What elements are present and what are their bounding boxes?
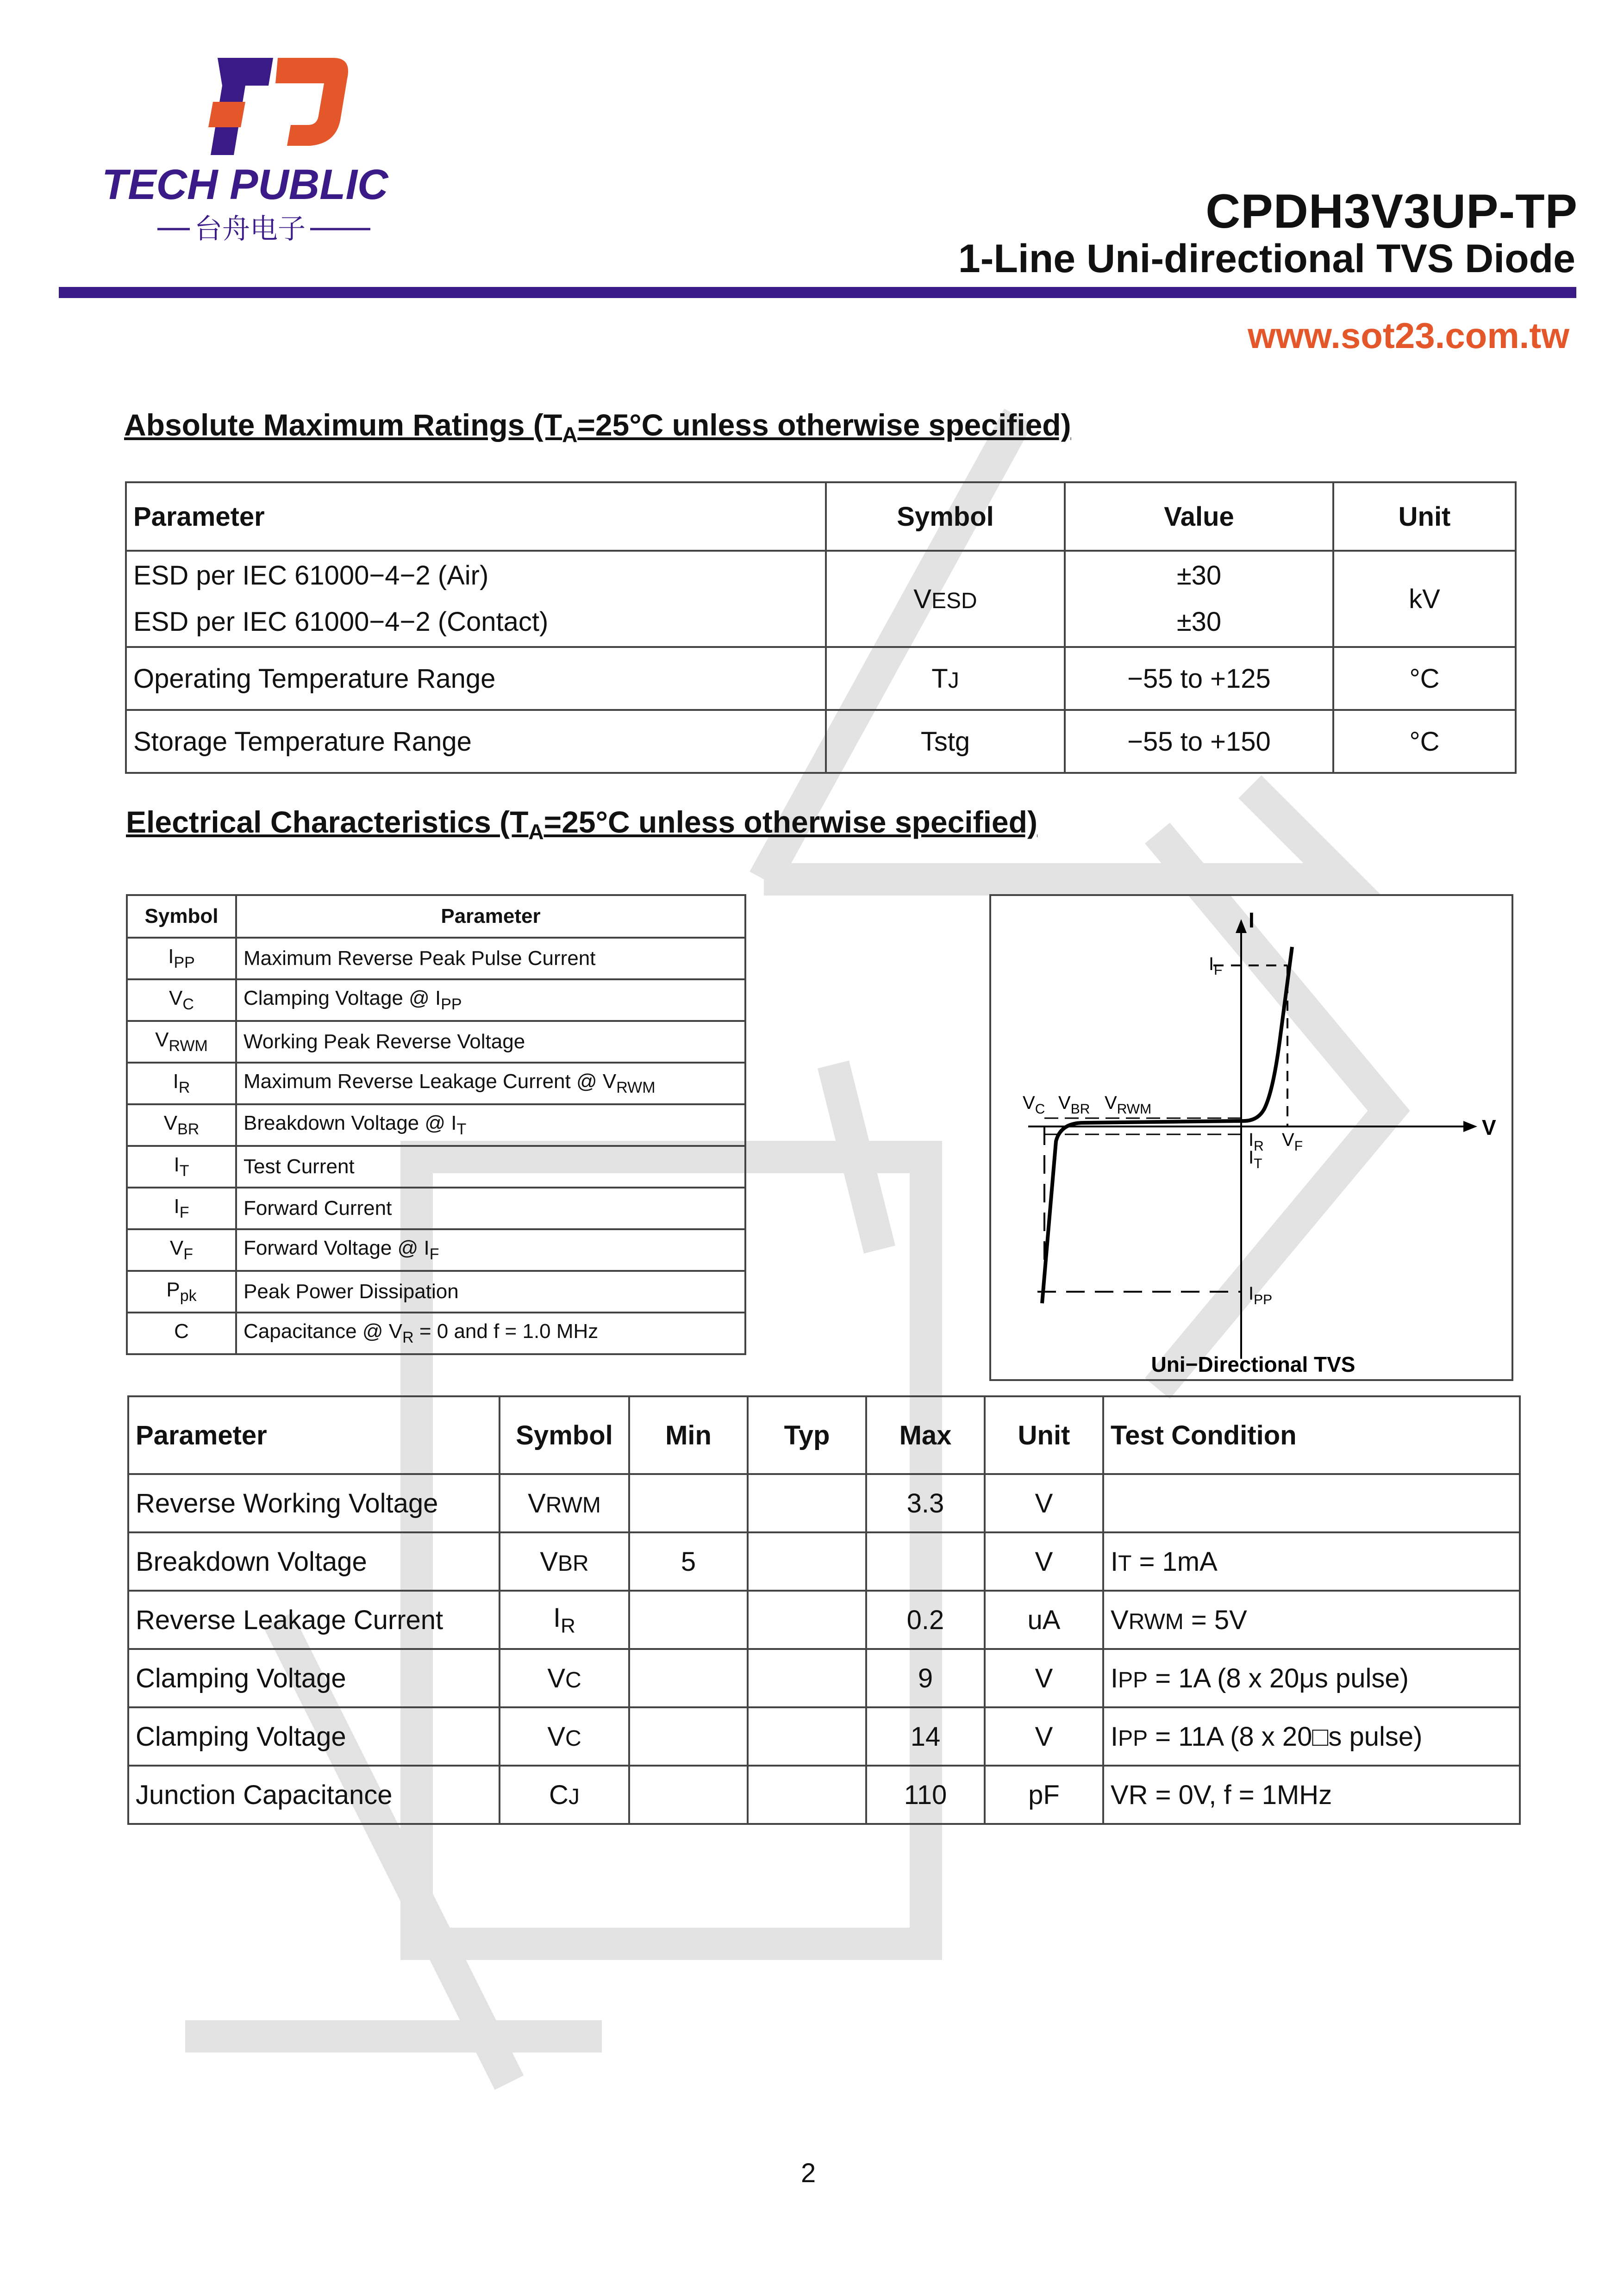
cell-typ: [748, 1766, 866, 1824]
cell-parameter: Clamping Voltage: [128, 1649, 500, 1707]
cell-value: −55 to +150: [1065, 710, 1333, 773]
cell-symbol: VBR: [500, 1532, 629, 1591]
cell-parameter: ESD per IEC 61000−4−2 (Contact): [133, 607, 549, 637]
col-unit: Unit: [1333, 482, 1516, 551]
v-axis-arrow: [1463, 1121, 1477, 1132]
cell-condition: [1103, 1474, 1520, 1532]
col-typ: Typ: [748, 1396, 866, 1474]
cell-value: ±30: [1176, 607, 1222, 637]
cell-symbol: Tstg: [826, 710, 1065, 773]
cell-symbol: VC: [500, 1707, 629, 1766]
cell-condition: IT = 1mA: [1103, 1532, 1520, 1591]
table-row: $V_{BR}$ Breakdown Voltage @ $I_T$: [127, 1104, 745, 1146]
cell-symbol: VESD: [826, 551, 1065, 647]
table-row: [126, 710, 1516, 773]
table-row: $V_{RWM}$ Working Peak Reverse Voltage: [127, 1021, 745, 1063]
col-parameter: Parameter: [126, 482, 826, 551]
cell-symbol: VC: [500, 1649, 629, 1707]
label-vbr: $V_{BR}$: [1058, 1093, 1090, 1117]
label-if: $I_F$: [1209, 954, 1223, 978]
cell-parameter: Clamping Voltage: [128, 1707, 500, 1766]
table-row: $V_C$ Clamping Voltage @ $I_{PP}$: [127, 979, 745, 1021]
logo-text: TECH PUBLIC: [102, 161, 388, 208]
iv-curve: [1042, 947, 1292, 1303]
cell-parameter: Junction Capacitance: [128, 1766, 500, 1824]
cell-unit: kV: [1333, 551, 1516, 647]
elec-char-title: Electrical Characteristics ($T_A=25^\circ C$ unless otherwise specified): [126, 805, 1037, 844]
cell-condition: IPP = 11A (8 x 20□s pulse): [1103, 1707, 1520, 1766]
label-it: $I_T$: [1249, 1147, 1262, 1171]
cell-min: 5: [629, 1532, 748, 1591]
col-parameter: Parameter: [236, 895, 745, 938]
cell-max: 9: [866, 1649, 985, 1707]
table-row: $I_T$ Test Current: [127, 1146, 745, 1188]
col-unit: Unit: [985, 1396, 1103, 1474]
table-header-row: [127, 895, 745, 938]
table-header-row: [128, 1396, 1520, 1474]
cell-symbol: TJ: [826, 647, 1065, 710]
table-row: [126, 647, 1516, 710]
part-number: CPDH3V3UP-TP: [1206, 185, 1578, 238]
axis-i-label: I: [1249, 908, 1255, 932]
cell-unit: °C: [1333, 710, 1516, 773]
cell-max: 14: [866, 1707, 985, 1766]
col-parameter: Parameter: [128, 1396, 500, 1474]
cell-typ: [748, 1591, 866, 1649]
cell-symbol: $I_R$: [500, 1591, 629, 1649]
cell-unit: uA: [985, 1591, 1103, 1649]
col-min: Min: [629, 1396, 748, 1474]
diagram-caption: Uni−Directional TVS: [1151, 1352, 1355, 1376]
cell-parameter: Operating Temperature Range: [126, 647, 826, 710]
cell-unit: °C: [1333, 647, 1516, 710]
table-row: [128, 1532, 1520, 1591]
cell-unit: V: [985, 1649, 1103, 1707]
cell-typ: [748, 1649, 866, 1707]
col-value: Value: [1065, 482, 1333, 551]
table-row: C Capacitance @ $V_R = 0$ and f = 1.0 MHz: [127, 1313, 745, 1354]
cell-parameter: Storage Temperature Range: [126, 710, 826, 773]
col-symbol: Symbol: [127, 895, 236, 938]
cell-symbol: CJ: [500, 1766, 629, 1824]
table-header-row: [126, 482, 1516, 551]
table-row: [128, 1591, 1520, 1649]
cell-max: 3.3: [866, 1474, 985, 1532]
col-max: Max: [866, 1396, 985, 1474]
label-vf: $V_F$: [1282, 1130, 1303, 1154]
header-rule: [59, 287, 1576, 298]
label-ipp: $I_{PP}$: [1249, 1283, 1273, 1307]
cell-max: [866, 1532, 985, 1591]
table-row: $V_F$ Forward Voltage @ $I_F$: [127, 1229, 745, 1271]
cell-typ: [748, 1532, 866, 1591]
label-vc: $V_C$: [1023, 1093, 1045, 1117]
iv-characteristic-diagram: [989, 894, 1513, 1381]
cell-parameter: Breakdown Voltage: [128, 1532, 500, 1591]
table-row: [128, 1474, 1520, 1532]
cell-symbol: VRWM: [500, 1474, 629, 1532]
abs-max-table: [125, 481, 1517, 774]
cell-min: [629, 1707, 748, 1766]
cell-condition: VRWM = 5V: [1103, 1591, 1520, 1649]
table-row: $P_{pk}$ Peak Power Dissipation: [127, 1271, 745, 1313]
cell-value: −55 to +125: [1065, 647, 1333, 710]
cell-min: [629, 1591, 748, 1649]
page-number: 2: [801, 2158, 816, 2188]
document-subtitle: 1-Line Uni-directional TVS Diode: [958, 236, 1575, 281]
website-link[interactable]: www.sot23.com.tw: [1248, 315, 1569, 356]
cell-parameter: Reverse Leakage Current: [128, 1591, 500, 1649]
cell-min: [629, 1474, 748, 1532]
electrical-characteristics-table: [127, 1395, 1521, 1825]
cell-unit: V: [985, 1707, 1103, 1766]
cell-parameter: Reverse Working Voltage: [128, 1474, 500, 1532]
cell-parameter: ESD per IEC 61000−4−2 (Air): [133, 560, 489, 591]
cell-min: [629, 1766, 748, 1824]
cell-value: ±30: [1176, 560, 1222, 591]
cell-unit: V: [985, 1532, 1103, 1591]
cell-min: [629, 1649, 748, 1707]
cell-unit: V: [985, 1474, 1103, 1532]
table-row: $I_F$ Forward Current: [127, 1188, 745, 1229]
cell-max: 110: [866, 1766, 985, 1824]
table-row: [126, 551, 1516, 647]
table-row: [128, 1766, 1520, 1824]
label-ir: $I_R$: [1249, 1130, 1264, 1154]
cell-condition: IPP = 1A (8 x 20μs pulse): [1103, 1649, 1520, 1707]
cell-unit: pF: [985, 1766, 1103, 1824]
col-symbol: Symbol: [500, 1396, 629, 1474]
label-vrwm: $V_{RWM}$: [1105, 1093, 1152, 1117]
company-logo: [93, 51, 407, 250]
table-row: $I_R$ Maximum Reverse Leakage Current @ $V_{RWM}$: [127, 1063, 745, 1104]
table-row: $I_{PP}$ Maximum Reverse Peak Pulse Current: [127, 938, 745, 979]
abs-max-title: Absolute Maximum Ratings ($T_A=25^\circ C$ unless otherwise specified): [124, 408, 1071, 447]
cell-max: 0.2: [866, 1591, 985, 1649]
cell-typ: [748, 1474, 866, 1532]
logo-subtext: 台舟电子: [194, 213, 306, 245]
col-test-condition: Test Condition: [1103, 1396, 1520, 1474]
table-row: [128, 1649, 1520, 1707]
symbol-legend-table: [126, 894, 746, 1355]
axis-v-label: V: [1482, 1115, 1496, 1139]
cell-condition: VR = 0V, f = 1MHz: [1103, 1766, 1520, 1824]
i-axis-arrow: [1236, 919, 1247, 933]
col-symbol: Symbol: [826, 482, 1065, 551]
table-row: [128, 1707, 1520, 1766]
cell-typ: [748, 1707, 866, 1766]
